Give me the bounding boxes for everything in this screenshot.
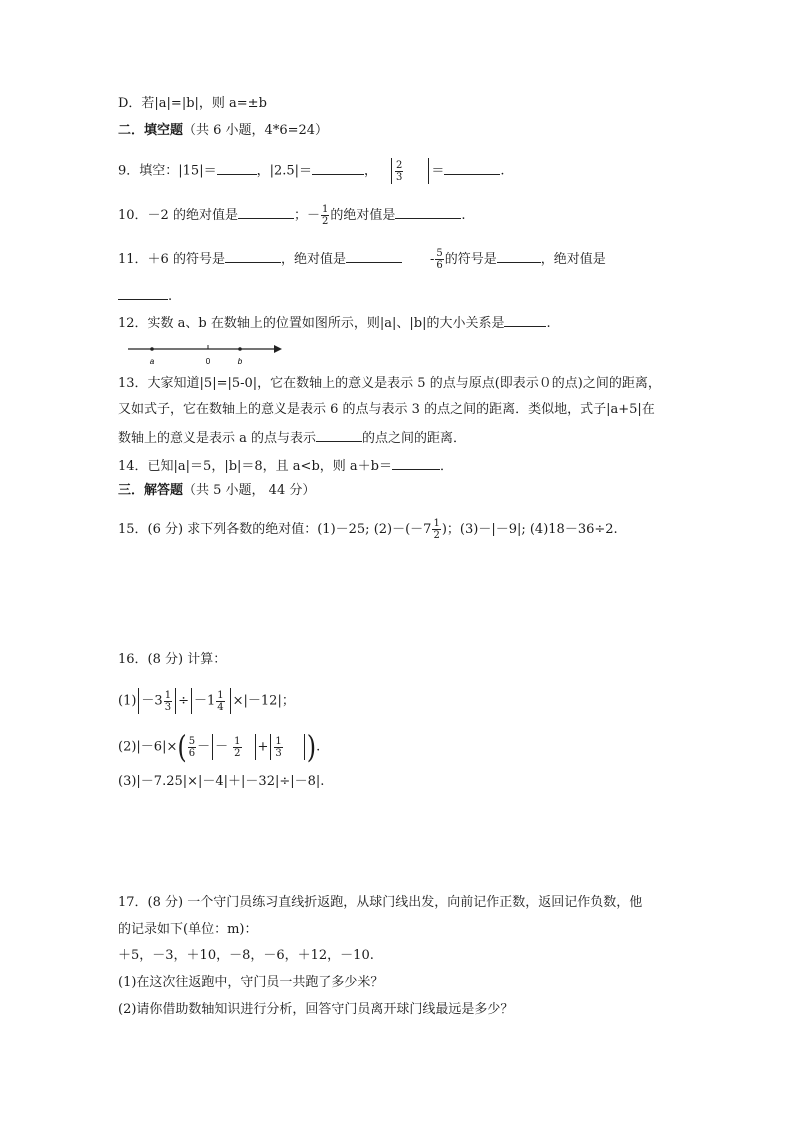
question-13-line-3	[118, 427, 466, 449]
q9-prefix: 9．填空：|15|＝	[118, 163, 217, 179]
question-11	[118, 248, 606, 271]
question-13-line-1: 13．大家知道|5|=|5-0|，它在数轴上的意义是表示 5 的点与原点(即表示０的点)之间的距离，	[118, 376, 661, 391]
q10-mid: ；－	[293, 208, 320, 223]
q11-prefix: 11．＋6 的符号是	[118, 252, 225, 267]
question-14	[118, 455, 453, 477]
question-16-title: 16．(8 分) 计算：	[118, 652, 227, 667]
q12-text: 12．实数 a、b 在数轴上的位置如图所示，则|a|、|b|的大小关系是	[118, 316, 505, 331]
question-16-part-3: (3)|－7.25|×|－4|＋|－32|÷|－8|.	[118, 774, 325, 789]
q11-blank-4[interactable]	[118, 285, 168, 300]
q11-blank-1[interactable]	[225, 248, 281, 263]
q11-end: .	[168, 289, 173, 304]
abs-bar	[428, 158, 429, 184]
q9-blank-1[interactable]	[217, 160, 257, 175]
q11-fraction: $\frac{5}{6}$	[436, 248, 443, 271]
q13-blank[interactable]	[316, 427, 362, 442]
question-17-line-4: (1)在这次往返跑中，守门员一共跑了多少米？	[118, 975, 384, 990]
number-line-arrow	[274, 345, 282, 353]
label-b: b	[237, 357, 243, 366]
q11-blank-2[interactable]	[346, 248, 402, 263]
q10-blank-1[interactable]	[238, 204, 294, 219]
q10-prefix: 10．－2 的绝对值是	[118, 208, 238, 223]
point-a-dot	[150, 347, 154, 351]
q9-blank-3[interactable]	[444, 160, 500, 175]
question-17-line-1: 17．(8 分) 一个守门员练习直线折返跑，从球门线出发，向前记作正数，返回记作负数，他	[118, 895, 643, 910]
q15-prefix: 15．(6 分) 求下列各数的绝对值：(1)－25; (2)－(－7	[118, 522, 432, 537]
question-16-part-2: (2)|－6|×( $\frac{5}{6}$ － － $\frac{1}{2}$ + $\frac{1}{3}$ ).	[118, 728, 321, 766]
q10-mid2: 的绝对值是	[330, 208, 396, 223]
q12-end: .	[546, 316, 551, 331]
section-2-title: 二．填空题	[118, 123, 184, 138]
q9-eq: ＝	[431, 163, 445, 179]
abs-bar	[391, 158, 392, 184]
q10-blank-2[interactable]	[395, 204, 461, 219]
question-11-continued	[118, 285, 172, 307]
q10-fraction: $\frac{1}{2}$	[321, 204, 329, 227]
question-16-part-1: (1) －3 $\frac{1}{3}$ ÷ －1 $\frac{1}{4}$ ×|－12|；	[118, 689, 295, 713]
q13-line3-prefix: 数轴上的意义是表示 a 的点与表示	[118, 431, 317, 446]
q11-mid: ，绝对值是	[280, 252, 346, 267]
q15-suffix: )；(3)－|－9|; (4)18－36÷2.	[441, 522, 618, 537]
question-17-line-5: (2)请你借助数轴知识进行分析，回答守门员离开球门线最远是多少？	[118, 1002, 514, 1017]
label-0: 0	[205, 357, 211, 366]
section-3-title: 三．解答题	[118, 483, 184, 498]
q9-mid: ，|2.5|＝	[256, 163, 313, 179]
point-b-dot	[238, 347, 242, 351]
option-d: D．若|a|=|b|，则 a=±b	[118, 96, 267, 111]
q14-blank[interactable]	[392, 455, 440, 470]
section-3-note: （共 5 小题， 44 分）	[183, 483, 316, 498]
q11-minus: -	[429, 252, 435, 267]
question-15	[118, 518, 618, 541]
q11-mid2: 的符号是	[444, 252, 497, 267]
q9-comma: ，	[364, 163, 378, 179]
q12-blank[interactable]	[504, 312, 546, 327]
q10-end: .	[461, 208, 466, 223]
question-10	[118, 204, 466, 227]
q15-fraction: $\frac{1}{2}$	[433, 518, 440, 541]
question-13-line-2: 又如式子，它在数轴上的意义是表示 6 的点与表示 3 的点之间的距离．类似地，式子|a+5|在	[118, 402, 655, 417]
q14-end: ．	[439, 459, 453, 474]
q13-line3-suffix: 的点之间的距离．	[362, 431, 467, 446]
q9-fraction: $\frac{2}{3}$	[396, 159, 403, 183]
question-17-line-3: ＋5，－3，＋10，－8，－6，＋12，－10.	[118, 948, 374, 963]
section-2-note: （共 6 小题，4*6=24）	[183, 123, 329, 138]
q11-blank-3[interactable]	[497, 248, 541, 263]
section-3-heading	[118, 481, 315, 501]
q11-mid3: ，绝对值是	[540, 252, 606, 267]
q9-blank-2[interactable]	[312, 160, 364, 175]
q9-end: .	[500, 163, 505, 179]
question-9	[118, 158, 505, 184]
label-a: a	[149, 357, 155, 366]
section-2-heading	[118, 121, 328, 141]
question-12	[118, 312, 551, 334]
number-line-figure	[124, 340, 284, 368]
q14-prefix: 14．已知|a|＝5，|b|＝8，且 a<b，则 a＋b＝	[118, 459, 392, 474]
question-17-line-2: 的记录如下(单位：m)：	[118, 922, 258, 937]
